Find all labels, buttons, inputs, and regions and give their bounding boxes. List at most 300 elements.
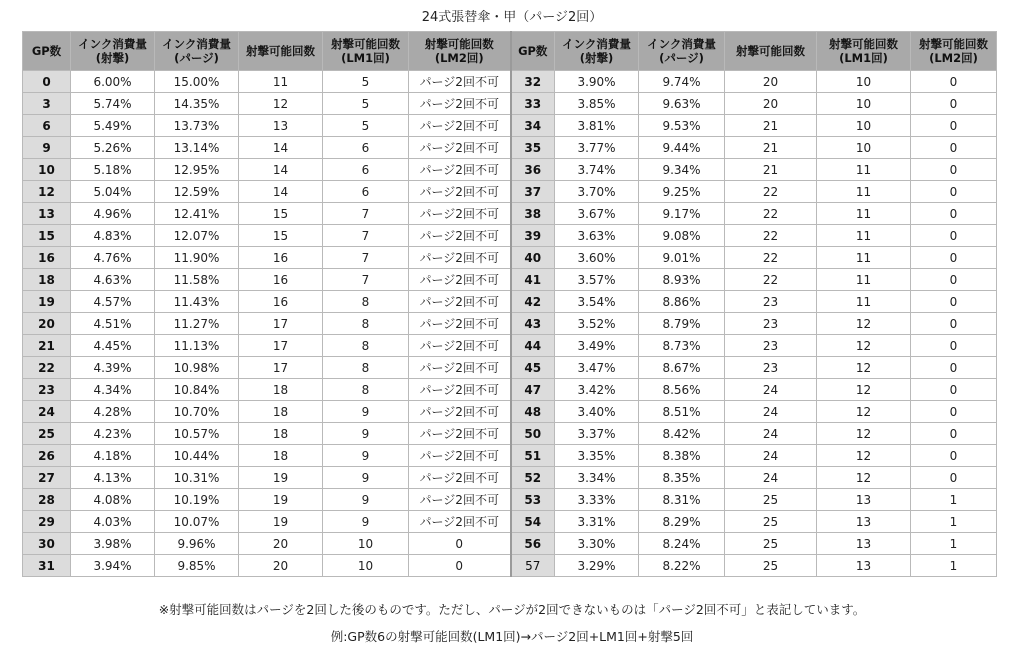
gp-cell: 6 bbox=[23, 115, 71, 137]
table-cell: 6.00% bbox=[71, 71, 155, 93]
table-cell: 17 bbox=[239, 335, 323, 357]
gp-cell: 48 bbox=[511, 401, 555, 423]
table-cell: 4.03% bbox=[71, 511, 155, 533]
table-cell: 5.18% bbox=[71, 159, 155, 181]
column-header-subline: (LM2回) bbox=[929, 51, 978, 65]
table-cell: 7 bbox=[323, 203, 409, 225]
table-cell: 3.49% bbox=[555, 335, 639, 357]
table-row bbox=[23, 291, 997, 313]
gp-cell: 9 bbox=[23, 137, 71, 159]
table-cell: 3.35% bbox=[555, 445, 639, 467]
table-cell: 24 bbox=[725, 467, 817, 489]
table-cell: 0 bbox=[911, 93, 997, 115]
gp-cell: 51 bbox=[511, 445, 555, 467]
gp-cell: 30 bbox=[23, 533, 71, 555]
table-cell: 3.60% bbox=[555, 247, 639, 269]
table-cell: 3.90% bbox=[555, 71, 639, 93]
column-header bbox=[639, 32, 725, 71]
table-cell: 5 bbox=[323, 93, 409, 115]
gp-cell: 33 bbox=[511, 93, 555, 115]
table-cell: 10.84% bbox=[155, 379, 239, 401]
gp-cell: 25 bbox=[23, 423, 71, 445]
gp-cell: 3 bbox=[23, 93, 71, 115]
table-cell: 8.35% bbox=[639, 467, 725, 489]
gp-cell: 38 bbox=[511, 203, 555, 225]
table-cell: 16 bbox=[239, 291, 323, 313]
column-header-subline: (射撃) bbox=[579, 51, 614, 65]
gp-cell: 50 bbox=[511, 423, 555, 445]
footnote: ※射撃可能回数はパージを2回した後のものです。ただし、パージが2回できないものは「パージ2回不可」と表記しています。 bbox=[158, 602, 866, 617]
table-cell: 3.94% bbox=[71, 555, 155, 577]
table-row bbox=[23, 357, 997, 379]
table-cell: 0 bbox=[911, 247, 997, 269]
gp-cell: 44 bbox=[511, 335, 555, 357]
table-row bbox=[23, 533, 997, 555]
table-cell: パージ2回不可 bbox=[409, 225, 511, 247]
table-cell: パージ2回不可 bbox=[409, 137, 511, 159]
table-cell: 10 bbox=[817, 93, 911, 115]
table-cell: 4.23% bbox=[71, 423, 155, 445]
column-header-line: GP数 bbox=[518, 44, 548, 58]
table-cell: 8.31% bbox=[639, 489, 725, 511]
table-cell: 3.52% bbox=[555, 313, 639, 335]
column-header-subline: (LM1回) bbox=[341, 51, 390, 65]
table-cell: 10 bbox=[323, 555, 409, 577]
table-cell: 18 bbox=[239, 379, 323, 401]
table-cell: 3.63% bbox=[555, 225, 639, 247]
table-cell: 9 bbox=[323, 511, 409, 533]
page-title: 24式張替傘・甲（パージ2回） bbox=[421, 10, 603, 25]
table-cell: 0 bbox=[911, 291, 997, 313]
table-cell: 21 bbox=[725, 115, 817, 137]
table-cell: 12 bbox=[817, 401, 911, 423]
table-cell: パージ2回不可 bbox=[409, 467, 511, 489]
table-cell: 8 bbox=[323, 313, 409, 335]
column-header-line: インク消費量 bbox=[562, 37, 631, 51]
gp-cell: 15 bbox=[23, 225, 71, 247]
table-cell: 23 bbox=[725, 291, 817, 313]
table-cell: 0 bbox=[911, 137, 997, 159]
table-cell: 11 bbox=[817, 159, 911, 181]
table-cell: 4.34% bbox=[71, 379, 155, 401]
table-cell: 8.42% bbox=[639, 423, 725, 445]
table-cell: パージ2回不可 bbox=[409, 401, 511, 423]
table-cell: パージ2回不可 bbox=[409, 71, 511, 93]
table-row bbox=[23, 181, 997, 203]
gp-cell: 42 bbox=[511, 291, 555, 313]
table-cell: 0 bbox=[911, 467, 997, 489]
gp-cell: 37 bbox=[511, 181, 555, 203]
table-cell: 9.85% bbox=[155, 555, 239, 577]
table-cell: 15 bbox=[239, 225, 323, 247]
table-cell: 3.37% bbox=[555, 423, 639, 445]
table-cell: パージ2回不可 bbox=[409, 357, 511, 379]
table-row bbox=[23, 71, 997, 93]
column-header bbox=[71, 32, 155, 71]
table-cell: 13.73% bbox=[155, 115, 239, 137]
header-row bbox=[23, 32, 997, 71]
table-cell: パージ2回不可 bbox=[409, 115, 511, 137]
table-row bbox=[23, 489, 997, 511]
table-cell: 13 bbox=[817, 489, 911, 511]
column-header bbox=[23, 32, 71, 71]
table-cell: 9 bbox=[323, 423, 409, 445]
table-cell: 12 bbox=[817, 467, 911, 489]
table-cell: 0 bbox=[911, 203, 997, 225]
table-cell: 10 bbox=[817, 71, 911, 93]
table-cell: 3.67% bbox=[555, 203, 639, 225]
table-row bbox=[23, 379, 997, 401]
table-cell: 19 bbox=[239, 489, 323, 511]
table-row bbox=[23, 247, 997, 269]
table-cell: 25 bbox=[725, 489, 817, 511]
column-header-subline: (パージ) bbox=[174, 51, 219, 65]
table-cell: 13 bbox=[817, 533, 911, 555]
table-cell: 0 bbox=[911, 115, 997, 137]
table-cell: 3.40% bbox=[555, 401, 639, 423]
table-row bbox=[23, 225, 997, 247]
table-cell: 22 bbox=[725, 181, 817, 203]
table-cell: 6 bbox=[323, 159, 409, 181]
table-cell: 0 bbox=[409, 533, 511, 555]
table-cell: 6 bbox=[323, 137, 409, 159]
table-cell: 4.13% bbox=[71, 467, 155, 489]
table-cell: 5 bbox=[323, 115, 409, 137]
table-row bbox=[23, 203, 997, 225]
column-header bbox=[155, 32, 239, 71]
table-cell: 8.56% bbox=[639, 379, 725, 401]
gp-cell: 24 bbox=[23, 401, 71, 423]
column-header-line: GP数 bbox=[31, 44, 62, 58]
table-cell: 3.74% bbox=[555, 159, 639, 181]
table-cell: 1 bbox=[911, 533, 997, 555]
table-cell: 10.31% bbox=[155, 467, 239, 489]
table-cell: 12.59% bbox=[155, 181, 239, 203]
table-cell: パージ2回不可 bbox=[409, 181, 511, 203]
column-header bbox=[817, 32, 911, 71]
table-cell: 8.51% bbox=[639, 401, 725, 423]
table-cell: 20 bbox=[239, 533, 323, 555]
table-cell: 8 bbox=[323, 335, 409, 357]
table-cell: 9.34% bbox=[639, 159, 725, 181]
table-row bbox=[23, 313, 997, 335]
table-cell: 5.26% bbox=[71, 137, 155, 159]
ink-consumption-table bbox=[22, 31, 997, 577]
table-cell: 20 bbox=[725, 93, 817, 115]
table-cell: 7 bbox=[323, 269, 409, 291]
table-cell: 12 bbox=[817, 313, 911, 335]
table-cell: 11 bbox=[817, 291, 911, 313]
gp-cell: 18 bbox=[23, 269, 71, 291]
table-cell: 25 bbox=[725, 511, 817, 533]
table-cell: 8.22% bbox=[639, 555, 725, 577]
table-cell: パージ2回不可 bbox=[409, 489, 511, 511]
column-header-subline: (LM1回) bbox=[839, 51, 888, 65]
table-row bbox=[23, 445, 997, 467]
table-cell: 8.73% bbox=[639, 335, 725, 357]
table-cell: 0 bbox=[911, 401, 997, 423]
table-cell: 19 bbox=[239, 511, 323, 533]
gp-cell: 0 bbox=[23, 71, 71, 93]
table-row bbox=[23, 423, 997, 445]
column-header bbox=[555, 32, 639, 71]
gp-cell: 45 bbox=[511, 357, 555, 379]
table-cell: 8.38% bbox=[639, 445, 725, 467]
table-cell: 9 bbox=[323, 489, 409, 511]
table-cell: 13 bbox=[817, 511, 911, 533]
table-cell: 16 bbox=[239, 269, 323, 291]
table-cell: 3.77% bbox=[555, 137, 639, 159]
gp-cell: 36 bbox=[511, 159, 555, 181]
table-cell: 9.63% bbox=[639, 93, 725, 115]
table-body bbox=[23, 71, 997, 577]
table-cell: 16 bbox=[239, 247, 323, 269]
table-cell: 0 bbox=[911, 159, 997, 181]
table-cell: 20 bbox=[725, 71, 817, 93]
table-cell: 8.79% bbox=[639, 313, 725, 335]
table-cell: 0 bbox=[911, 225, 997, 247]
table-cell: 23 bbox=[725, 357, 817, 379]
table-cell: 11 bbox=[239, 71, 323, 93]
table-row bbox=[23, 93, 997, 115]
gp-cell: 31 bbox=[23, 555, 71, 577]
table-cell: 4.51% bbox=[71, 313, 155, 335]
gp-cell: 28 bbox=[23, 489, 71, 511]
table-cell: パージ2回不可 bbox=[409, 445, 511, 467]
table-cell: 4.45% bbox=[71, 335, 155, 357]
table-cell: 4.57% bbox=[71, 291, 155, 313]
table-cell: 12 bbox=[817, 335, 911, 357]
table-cell: 18 bbox=[239, 401, 323, 423]
column-header bbox=[725, 32, 817, 71]
column-header-line: 射撃可能回数 bbox=[331, 37, 400, 51]
table-cell: 9.44% bbox=[639, 137, 725, 159]
column-header-line: 射撃可能回数 bbox=[424, 37, 494, 51]
table-cell: 11.27% bbox=[155, 313, 239, 335]
table-cell: 0 bbox=[911, 445, 997, 467]
table-cell: 3.81% bbox=[555, 115, 639, 137]
table-cell: 22 bbox=[725, 225, 817, 247]
table-cell: 7 bbox=[323, 225, 409, 247]
table-cell: パージ2回不可 bbox=[409, 93, 511, 115]
gp-cell: 13 bbox=[23, 203, 71, 225]
table-cell: 9 bbox=[323, 445, 409, 467]
table-cell: 4.39% bbox=[71, 357, 155, 379]
gp-cell: 39 bbox=[511, 225, 555, 247]
table-cell: 4.63% bbox=[71, 269, 155, 291]
table-cell: 14 bbox=[239, 159, 323, 181]
table-cell: 9.96% bbox=[155, 533, 239, 555]
column-header bbox=[511, 32, 555, 71]
table-cell: 0 bbox=[409, 555, 511, 577]
table-cell: 10.57% bbox=[155, 423, 239, 445]
table-cell: 10.44% bbox=[155, 445, 239, 467]
table-cell: パージ2回不可 bbox=[409, 269, 511, 291]
table-cell: 8.24% bbox=[639, 533, 725, 555]
table-cell: 11.90% bbox=[155, 247, 239, 269]
table-cell: 12.95% bbox=[155, 159, 239, 181]
table-cell: 12 bbox=[239, 93, 323, 115]
column-header-line: インク消費量 bbox=[78, 37, 147, 51]
gp-cell: 19 bbox=[23, 291, 71, 313]
table-cell: 23 bbox=[725, 313, 817, 335]
table-cell: 3.34% bbox=[555, 467, 639, 489]
table-cell: 8 bbox=[323, 379, 409, 401]
table-cell: 25 bbox=[725, 533, 817, 555]
table-cell: 24 bbox=[725, 445, 817, 467]
table-cell: 25 bbox=[725, 555, 817, 577]
table-cell: パージ2回不可 bbox=[409, 247, 511, 269]
table-cell: 10.98% bbox=[155, 357, 239, 379]
table-cell: 11 bbox=[817, 225, 911, 247]
table-cell: 3.42% bbox=[555, 379, 639, 401]
table-cell: 8.67% bbox=[639, 357, 725, 379]
table-cell: 4.96% bbox=[71, 203, 155, 225]
gp-cell: 23 bbox=[23, 379, 71, 401]
table-cell: 18 bbox=[239, 423, 323, 445]
table-cell: 19 bbox=[239, 467, 323, 489]
table-cell: 0 bbox=[911, 357, 997, 379]
table-cell: 22 bbox=[725, 203, 817, 225]
table-cell: 0 bbox=[911, 423, 997, 445]
table-cell: 3.47% bbox=[555, 357, 639, 379]
table-cell: パージ2回不可 bbox=[409, 423, 511, 445]
table-cell: パージ2回不可 bbox=[409, 203, 511, 225]
table-cell: 14 bbox=[239, 181, 323, 203]
table-cell: 1 bbox=[911, 489, 997, 511]
table-row bbox=[23, 137, 997, 159]
table-cell: 17 bbox=[239, 357, 323, 379]
table-cell: 11.43% bbox=[155, 291, 239, 313]
table-cell: 11.58% bbox=[155, 269, 239, 291]
table-cell: 12.07% bbox=[155, 225, 239, 247]
table-cell: 9 bbox=[323, 401, 409, 423]
table-cell: 21 bbox=[725, 137, 817, 159]
table-cell: 10 bbox=[817, 115, 911, 137]
gp-cell: 21 bbox=[23, 335, 71, 357]
gp-cell: 20 bbox=[23, 313, 71, 335]
table-row bbox=[23, 401, 997, 423]
table-cell: 24 bbox=[725, 401, 817, 423]
table-cell: 24 bbox=[725, 423, 817, 445]
table-cell: 14.35% bbox=[155, 93, 239, 115]
table-cell: パージ2回不可 bbox=[409, 335, 511, 357]
table-cell: 23 bbox=[725, 335, 817, 357]
table-cell: パージ2回不可 bbox=[409, 379, 511, 401]
column-header-line: 射撃可能回数 bbox=[919, 37, 988, 51]
table-cell: 7 bbox=[323, 247, 409, 269]
table-row bbox=[23, 335, 997, 357]
table-cell: 11 bbox=[817, 181, 911, 203]
table-cell: 4.76% bbox=[71, 247, 155, 269]
table-cell: 13 bbox=[817, 555, 911, 577]
table-row bbox=[23, 269, 997, 291]
table-cell: 1 bbox=[911, 555, 997, 577]
table-cell: 18 bbox=[239, 445, 323, 467]
gp-cell: 56 bbox=[511, 533, 555, 555]
gp-cell: 43 bbox=[511, 313, 555, 335]
gp-cell: 16 bbox=[23, 247, 71, 269]
table-cell: 9 bbox=[323, 467, 409, 489]
table-cell: 0 bbox=[911, 313, 997, 335]
table-cell: 12 bbox=[817, 423, 911, 445]
table-cell: 5 bbox=[323, 71, 409, 93]
table-cell: 9.08% bbox=[639, 225, 725, 247]
table-cell: 8.93% bbox=[639, 269, 725, 291]
table-cell: 13.14% bbox=[155, 137, 239, 159]
table-cell: 9.74% bbox=[639, 71, 725, 93]
table-cell: 5.74% bbox=[71, 93, 155, 115]
table-cell: 6 bbox=[323, 181, 409, 203]
table-cell: 8.29% bbox=[639, 511, 725, 533]
gp-cell: 22 bbox=[23, 357, 71, 379]
table-cell: 20 bbox=[239, 555, 323, 577]
gp-cell: 10 bbox=[23, 159, 71, 181]
column-header-line: 射撃可能回数 bbox=[829, 37, 898, 51]
table-cell: パージ2回不可 bbox=[409, 159, 511, 181]
gp-cell: 40 bbox=[511, 247, 555, 269]
table-cell: 0 bbox=[911, 335, 997, 357]
table-cell: 22 bbox=[725, 247, 817, 269]
column-header bbox=[239, 32, 323, 71]
table-cell: 3.30% bbox=[555, 533, 639, 555]
gp-cell: 54 bbox=[511, 511, 555, 533]
table-cell: 9.01% bbox=[639, 247, 725, 269]
table-row bbox=[23, 511, 997, 533]
table-cell: 17 bbox=[239, 313, 323, 335]
table-cell: 11 bbox=[817, 247, 911, 269]
table-cell: 8 bbox=[323, 357, 409, 379]
table-cell: 13 bbox=[239, 115, 323, 137]
table-cell: 8 bbox=[323, 291, 409, 313]
table-cell: 3.33% bbox=[555, 489, 639, 511]
column-header-line: 射撃可能回数 bbox=[246, 44, 315, 58]
table-cell: 22 bbox=[725, 269, 817, 291]
column-header-subline: (射撃) bbox=[95, 51, 130, 65]
column-header-subline: (LM2回) bbox=[434, 51, 484, 65]
gp-cell: 29 bbox=[23, 511, 71, 533]
gp-cell: 26 bbox=[23, 445, 71, 467]
table-cell: 12 bbox=[817, 379, 911, 401]
table-cell: 3.85% bbox=[555, 93, 639, 115]
column-header-line: 射撃可能回数 bbox=[736, 44, 805, 58]
table-cell: 4.08% bbox=[71, 489, 155, 511]
table-cell: 10.70% bbox=[155, 401, 239, 423]
table-row bbox=[23, 467, 997, 489]
table-cell: 11 bbox=[817, 203, 911, 225]
table-cell: 10 bbox=[323, 533, 409, 555]
column-header bbox=[323, 32, 409, 71]
table-cell: 9.25% bbox=[639, 181, 725, 203]
column-header-line: インク消費量 bbox=[647, 37, 716, 51]
table-row bbox=[23, 115, 997, 137]
table-cell: 8.86% bbox=[639, 291, 725, 313]
column-header bbox=[409, 32, 511, 71]
table-cell: 1 bbox=[911, 511, 997, 533]
table-cell: 9.53% bbox=[639, 115, 725, 137]
column-header-subline: (パージ) bbox=[659, 51, 704, 65]
table-cell: 10 bbox=[817, 137, 911, 159]
example-note: 例:GP数6の射撃可能回数(LM1回)→パージ2回+LM1回+射撃5回 bbox=[330, 629, 694, 644]
table-cell: 5.49% bbox=[71, 115, 155, 137]
gp-cell: 52 bbox=[511, 467, 555, 489]
table-cell: パージ2回不可 bbox=[409, 291, 511, 313]
table-cell: 4.83% bbox=[71, 225, 155, 247]
table-cell: 4.28% bbox=[71, 401, 155, 423]
gp-cell: 34 bbox=[511, 115, 555, 137]
column-header bbox=[911, 32, 997, 71]
table-cell: 14 bbox=[239, 137, 323, 159]
